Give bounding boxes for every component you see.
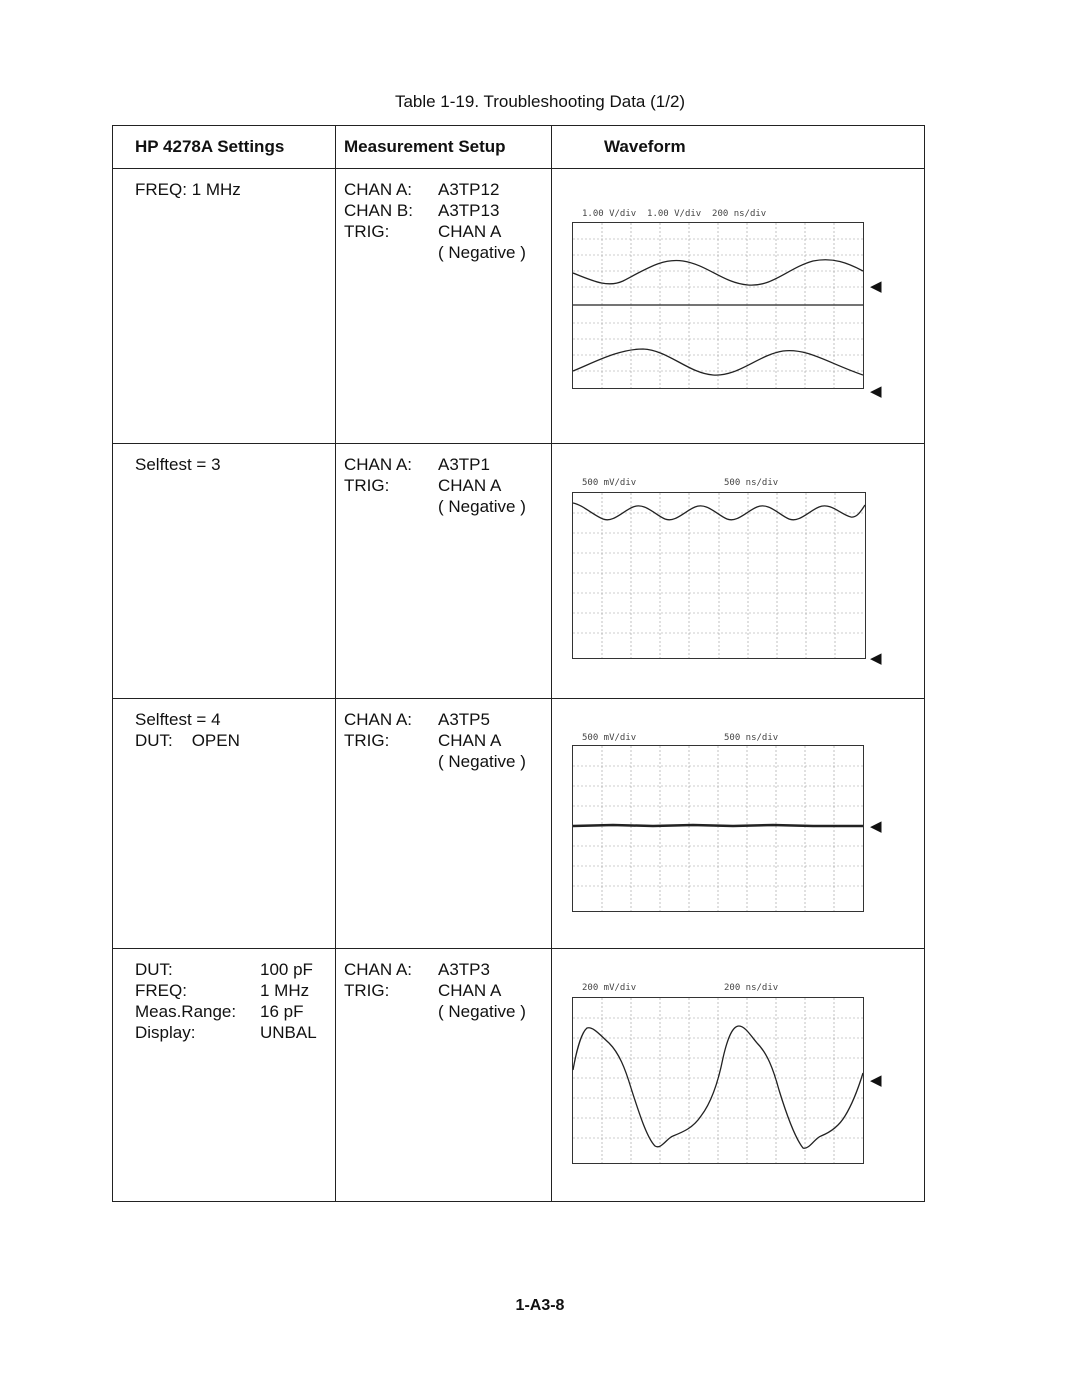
scope-trace-dual <box>573 223 863 388</box>
settings-cell <box>113 444 336 699</box>
table-row <box>113 444 925 699</box>
scope-header-right: 200 ns/div <box>724 983 779 993</box>
scope-header-left: 500 mV/div <box>582 733 637 743</box>
header-settings: HP 4278A Settings <box>113 126 336 169</box>
scope-trace <box>573 493 865 658</box>
setup-cell: CHAN A: A3TP3 TRIG: CHAN A ( Negative ) <box>336 949 552 1202</box>
settings-cell <box>113 699 336 949</box>
page-number: 1-A3-8 <box>515 1297 565 1314</box>
waveform-cell <box>552 699 925 949</box>
setting-line: FREQ: 1 MHz <box>135 180 241 199</box>
setting-line: Selftest = 4 <box>135 710 221 729</box>
setting-line: DUT: OPEN <box>135 731 240 750</box>
scope-header-right: 500 ns/div <box>724 478 779 488</box>
settings-cell <box>113 169 336 444</box>
scope-header: 1.00 V/div 1.00 V/div 200 ns/div <box>582 209 767 219</box>
table-caption: Table 1-19. Troubleshooting Data (1/2) <box>394 92 686 111</box>
waveform-cell <box>552 444 925 699</box>
setting-line: Selftest = 3 <box>135 455 221 474</box>
scope-display <box>572 492 866 659</box>
troubleshooting-table <box>112 125 925 1202</box>
table-row <box>113 699 925 949</box>
header-waveform: Waveform <box>552 126 925 169</box>
table-row <box>113 169 925 444</box>
header-setup: Measurement Setup <box>336 126 552 169</box>
scope-display <box>572 222 864 389</box>
trigger-level-marker-icon: ◀ <box>870 383 882 400</box>
header-row <box>113 126 925 169</box>
trigger-level-marker-icon: ◀ <box>870 1072 882 1089</box>
setup-cell: CHAN A: A3TP12 CHAN B: A3TP13 TRIG: CHAN A ( Negative ) <box>336 169 552 444</box>
trigger-level-marker-icon: ◀ <box>870 278 882 295</box>
table-row <box>113 949 925 1202</box>
waveform-cell <box>552 169 925 444</box>
scope-display <box>572 745 864 912</box>
scope-header-left: 500 mV/div <box>582 478 637 488</box>
trigger-level-marker-icon: ◀ <box>870 818 882 835</box>
waveform-cell <box>552 949 925 1202</box>
setup-cell: CHAN A: A3TP5 TRIG: CHAN A ( Negative ) <box>336 699 552 949</box>
scope-header-left: 200 mV/div <box>582 983 637 993</box>
scope-display <box>572 997 864 1164</box>
setup-cell: CHAN A: A3TP1 TRIG: CHAN A ( Negative ) <box>336 444 552 699</box>
scope-header-right: 500 ns/div <box>724 733 779 743</box>
scope-trace <box>573 746 863 911</box>
scope-trace <box>573 998 863 1163</box>
trigger-level-marker-icon: ◀ <box>870 650 882 667</box>
settings-cell: DUT: 100 pF FREQ: 1 MHz Meas.Range: 16 pF Display: UNBAL <box>113 949 336 1202</box>
